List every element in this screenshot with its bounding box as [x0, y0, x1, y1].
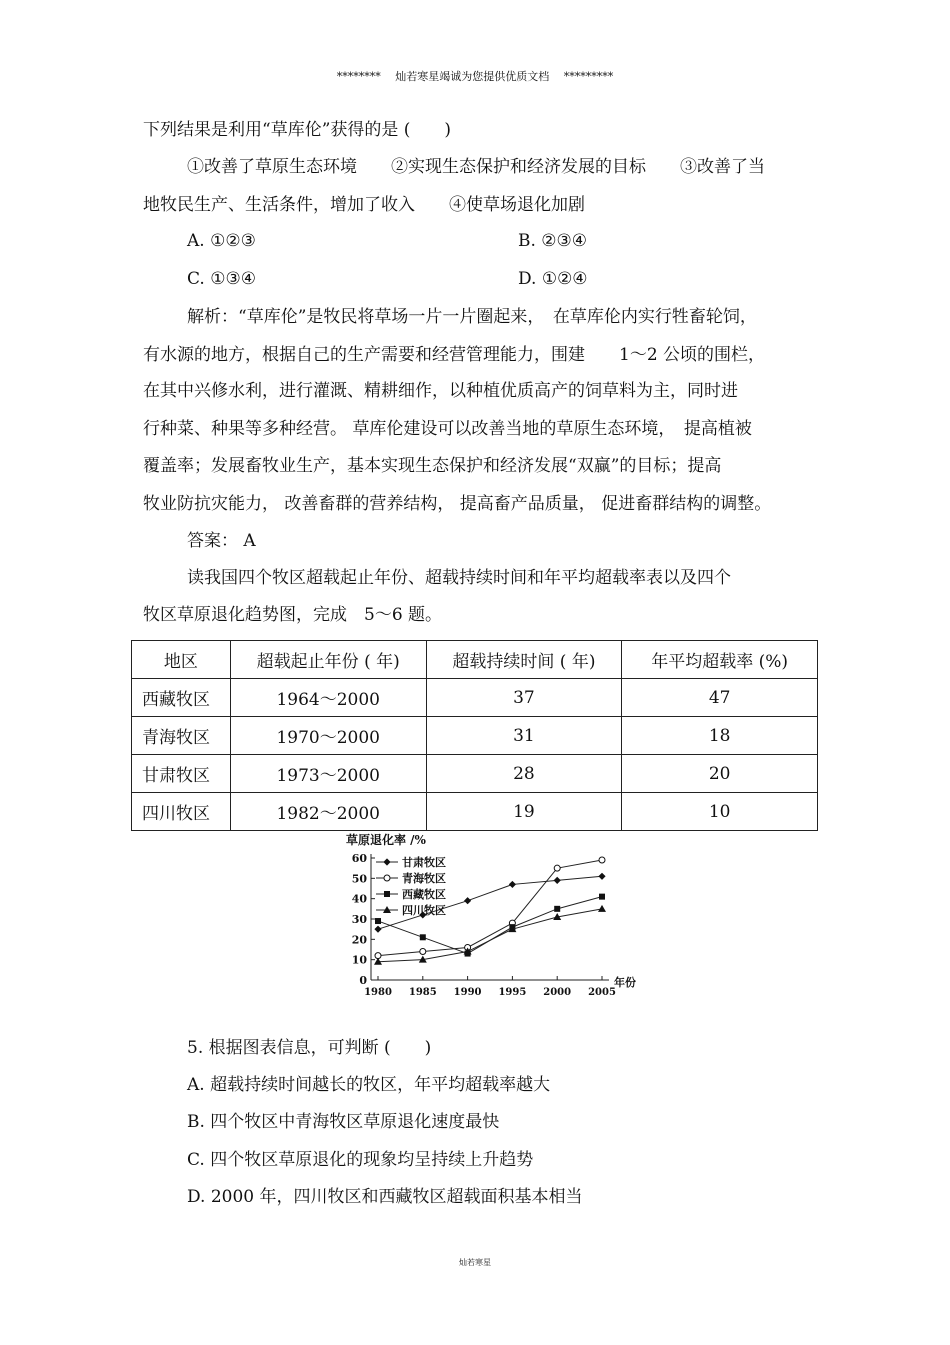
- q5-option-d[interactable]: D. 2000 年，四川牧区和西藏牧区超载面积基本相当: [187, 1187, 583, 1207]
- intro-line2: 牧区草原退化趋势图，完成 5～6 题。: [143, 605, 443, 625]
- table-cell: 西藏牧区: [132, 679, 231, 717]
- table-cell: 31: [426, 717, 622, 755]
- table-cell: 甘肃牧区: [132, 755, 231, 793]
- degradation-line-chart: [338, 828, 638, 1020]
- q4-stem: 下列结果是利用“草库伦”获得的是 ( ): [143, 120, 452, 140]
- q5-option-c[interactable]: C. 四个牧区草原退化的现象均呈持续上升趋势: [187, 1150, 534, 1170]
- q4-option-d[interactable]: D. ①②④: [518, 269, 588, 289]
- q4-items-line1: ①改善了草原生态环境 ②实现生态保护和经济发展的目标 ③改善了当: [187, 157, 765, 177]
- table-cell: 1973～2000: [230, 755, 426, 793]
- intro-line1: 读我国四个牧区超载起止年份、超载持续时间和年平均超载率表以及四个: [187, 568, 731, 588]
- x-axis-label: 年份: [614, 976, 636, 989]
- y-tick-label: 30: [351, 913, 367, 926]
- legend-label: 四川牧区: [402, 904, 446, 917]
- answer: 答案： A: [187, 531, 256, 551]
- y-axis-label: 草原退化率 /%: [346, 833, 426, 847]
- q5-option-a[interactable]: A. 超载持续时间越长的牧区，年平均超载率越大: [187, 1075, 551, 1095]
- x-tick-label: 2000: [543, 987, 572, 998]
- page-header: ******** 灿若寒星竭诚为您提供优质文档 *********: [336, 70, 614, 83]
- q4-option-b[interactable]: B. ②③④: [518, 231, 588, 251]
- table-cell: 四川牧区: [132, 793, 231, 831]
- table-cell: 37: [426, 679, 622, 717]
- table-cell: 47: [622, 679, 818, 717]
- data-point: [599, 857, 605, 863]
- table-cell: 28: [426, 755, 622, 793]
- table-header-row: [132, 641, 818, 679]
- q5-stem: 5. 根据图表信息，可判断 ( ): [187, 1038, 432, 1058]
- table-cell: 1982～2000: [230, 793, 426, 831]
- y-tick-label: 0: [359, 974, 367, 987]
- analysis-line: 行种菜、种果等多种经营。 草库伦建设可以改善当地的草原生态环境， 提高植被: [143, 419, 752, 439]
- legend-label: 甘肃牧区: [402, 856, 446, 869]
- x-tick-label: 1995: [498, 987, 527, 998]
- data-point: [375, 918, 381, 924]
- q4-items-line2: 地牧民生产、生活条件，增加了收入 ④使草场退化加剧: [143, 195, 585, 215]
- analysis-line: 解析：“草库伦”是牧民将草场一片一片圈起来， 在草库伦内实行牲畜轮饲，: [187, 307, 757, 327]
- y-tick-label: 20: [351, 933, 367, 947]
- overload-table: [131, 640, 818, 831]
- q4-option-c[interactable]: C. ①③④: [187, 269, 256, 289]
- x-tick-label: 1980: [364, 987, 392, 998]
- data-point: [598, 873, 605, 880]
- data-point: [375, 953, 381, 959]
- table-row: [132, 793, 818, 831]
- analysis-line: 在其中兴修水利，进行灌溉、精耕细作，以种植优质高产的饲草料为主，同时进: [143, 381, 738, 401]
- legend-marker: [383, 858, 390, 865]
- data-point: [598, 905, 606, 912]
- data-point: [554, 865, 560, 871]
- table-row: [132, 755, 818, 793]
- data-point: [374, 926, 381, 933]
- table-header-cell: 年平均超载率 (%): [622, 641, 818, 679]
- table-row: [132, 679, 818, 717]
- legend-label: 西藏牧区: [402, 888, 446, 901]
- table-cell: 20: [622, 755, 818, 793]
- data-point: [464, 897, 471, 904]
- table-header-cell: 超载持续时间 ( 年): [426, 641, 622, 679]
- table-cell: 青海牧区: [132, 717, 231, 755]
- q4-option-a[interactable]: A. ①②③: [187, 231, 256, 251]
- table-cell: 10: [622, 793, 818, 831]
- table-header-cell: 超载起止年份 ( 年): [230, 641, 426, 679]
- table-row: [132, 717, 818, 755]
- q5-option-b[interactable]: B. 四个牧区中青海牧区草原退化速度最快: [187, 1112, 500, 1132]
- legend-label: 青海牧区: [402, 872, 446, 885]
- table-cell: 19: [426, 793, 622, 831]
- legend-marker: [384, 891, 390, 897]
- y-tick-label: 50: [351, 872, 367, 886]
- x-tick-label: 2005: [588, 987, 616, 998]
- data-point: [599, 894, 605, 900]
- table-header-cell: 地区: [132, 641, 231, 679]
- analysis-line: 牧业防抗灾能力， 改善畜群的营养结构， 提高畜产品质量， 促进畜群结构的调整。: [143, 494, 772, 514]
- y-tick-label: 60: [351, 852, 367, 865]
- page-footer: 灿若寒星: [459, 1258, 491, 1267]
- table-cell: 18: [622, 717, 818, 755]
- y-tick-label: 10: [351, 953, 367, 967]
- data-point: [554, 877, 561, 884]
- data-point: [420, 934, 426, 940]
- analysis-line: 覆盖率；发展畜牧业生产，基本实现生态保护和经济发展“双赢”的目标；提高: [143, 456, 722, 476]
- table-cell: 1964～2000: [230, 679, 426, 717]
- y-tick-label: 40: [351, 892, 367, 906]
- table-cell: 1970～2000: [230, 717, 426, 755]
- analysis-line: 有水源的地方，根据自己的生产需要和经营管理能力，围建 1～2 公顷的围栏，: [143, 345, 766, 365]
- data-point: [420, 949, 426, 955]
- x-tick-label: 1990: [453, 987, 482, 998]
- x-tick-label: 1985: [408, 987, 437, 998]
- data-point: [554, 906, 560, 912]
- legend-marker: [384, 875, 390, 881]
- data-point: [509, 881, 516, 888]
